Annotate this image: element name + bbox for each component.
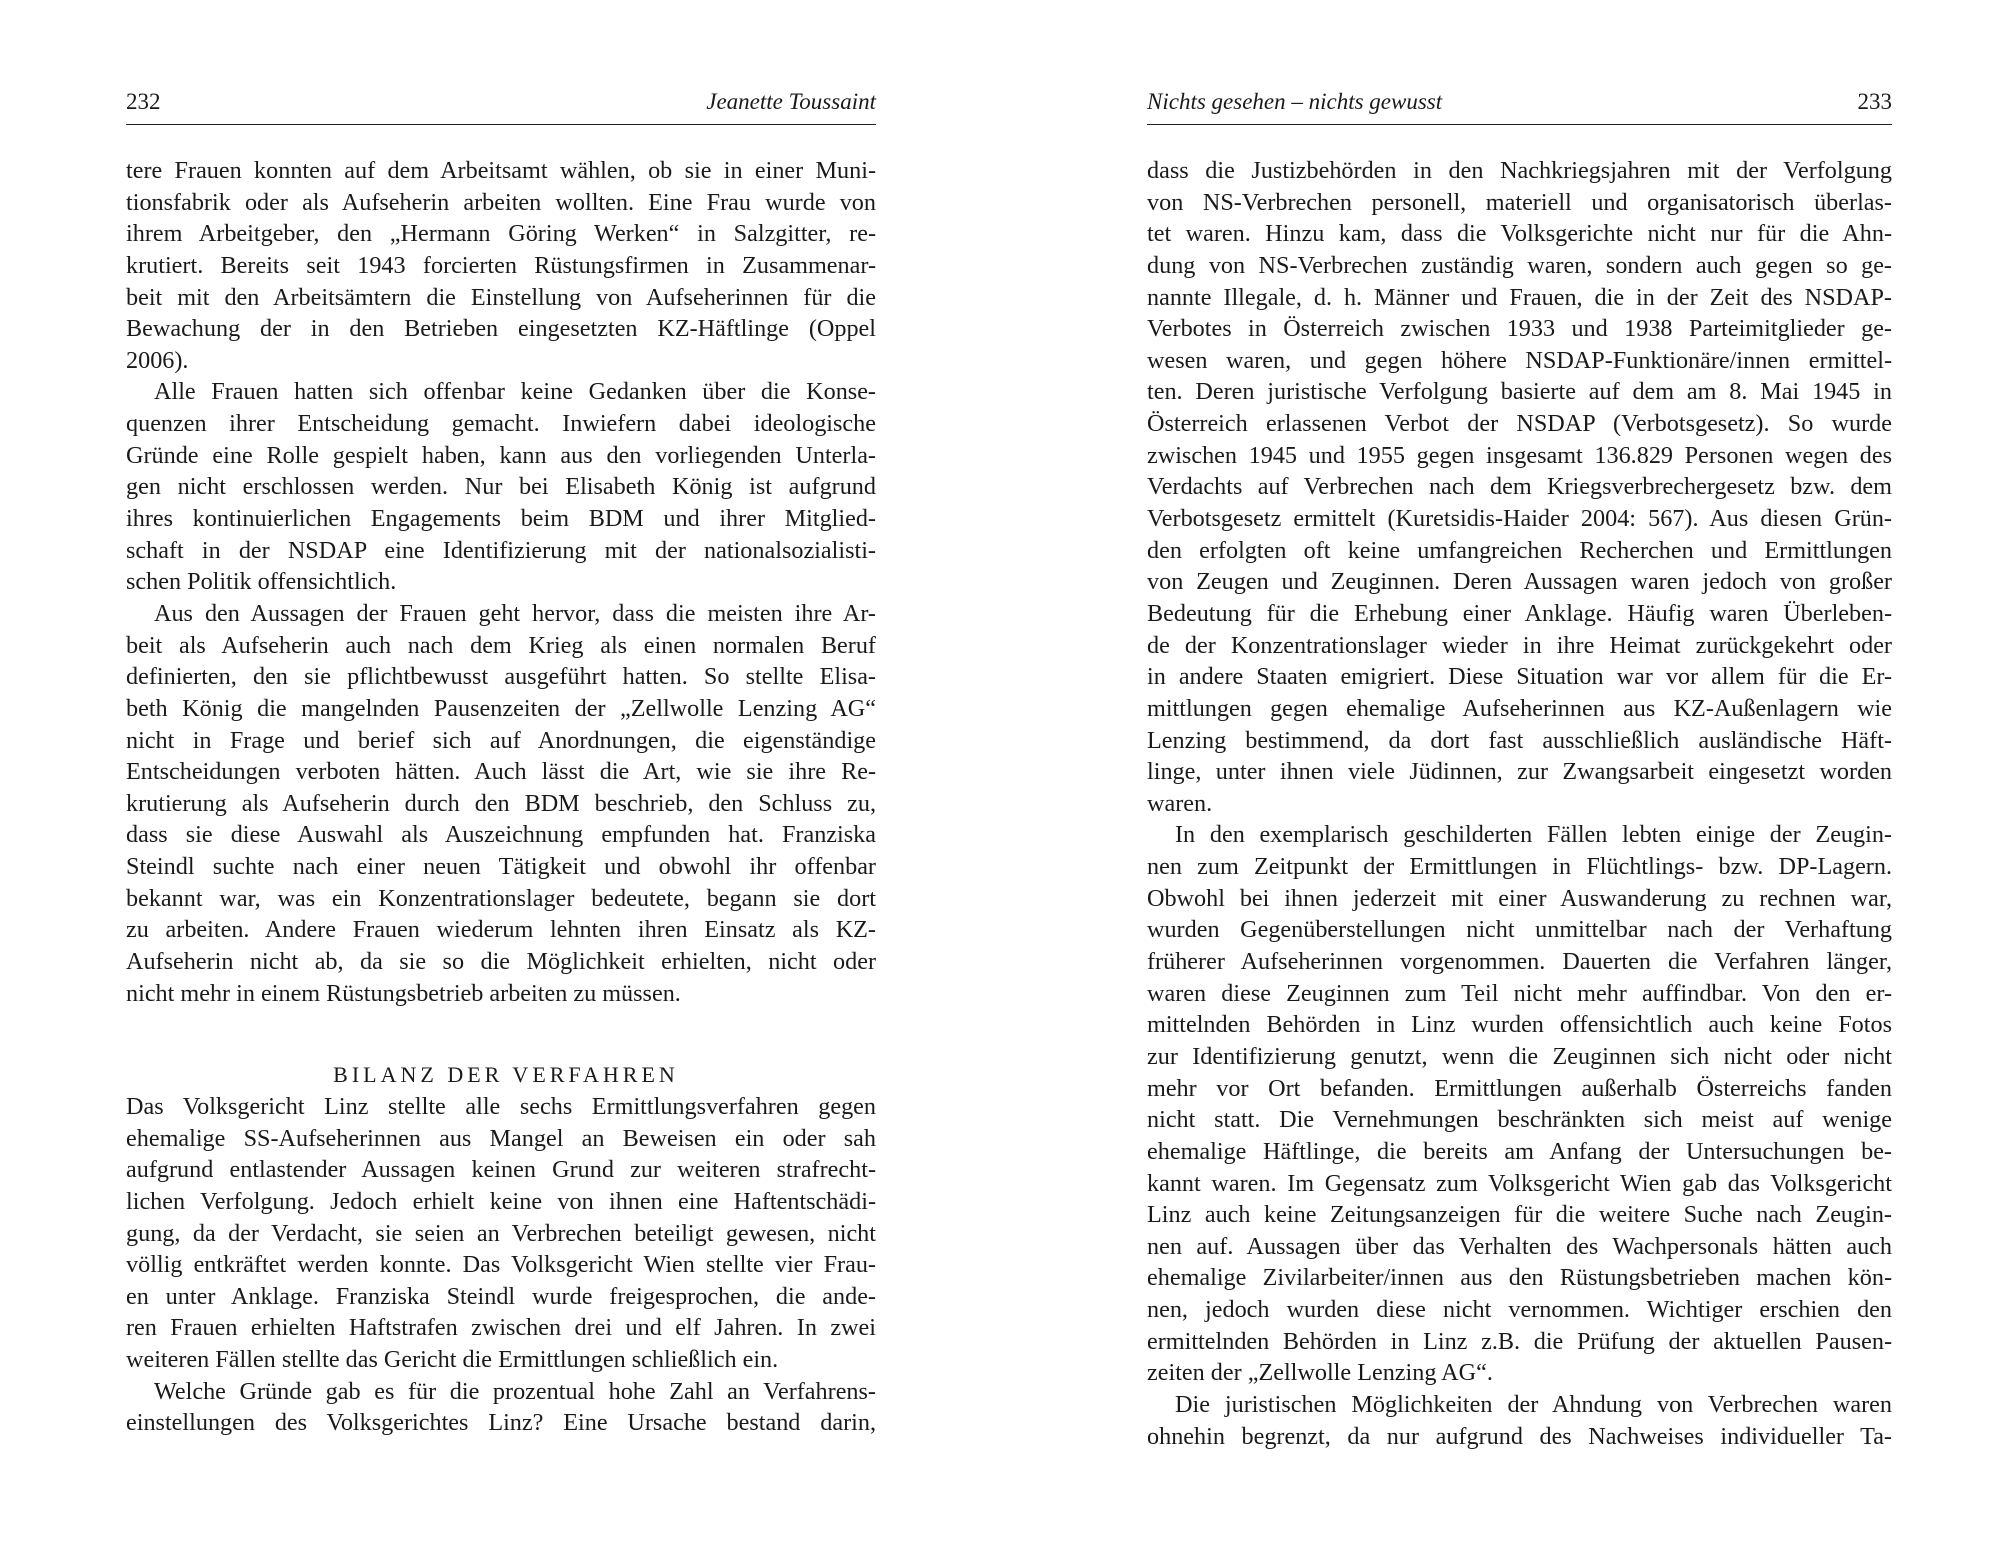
text-line: krutiert. Bereits seit 1943 forcierten Rüstungsfirmen in Zusammenar- <box>126 251 876 279</box>
text-line: nicht statt. Die Vernehmungen beschränkten sich meist auf wenige <box>1147 1106 1892 1134</box>
text-line: quenzen ihrer Entscheidung gemacht. Inwiefern dabei ideologische <box>126 410 876 438</box>
text-line: kannt waren. Im Gegensatz zum Volksgericht Wien gab das Volksgericht <box>1147 1169 1892 1197</box>
text-line: lichen Verfolgung. Jedoch erhielt keine von ihnen eine Haftentschädi- <box>126 1187 876 1215</box>
text-line: wurden Gegenüberstellungen nicht unmittelbar nach der Verhaftung <box>1147 916 1892 944</box>
text-line: gen nicht erschlossen werden. Nur bei Elisabeth König ist aufgrund <box>126 473 876 501</box>
page-body <box>126 155 876 1439</box>
text-line: Aus den Aussagen der Frauen geht hervor, dass die meisten ihre Ar- <box>154 599 876 627</box>
text-line: krutierung als Aufseherin durch den BDM beschrieb, den Schluss zu, <box>126 789 876 817</box>
header-rule <box>126 124 876 125</box>
text-line: einstellungen des Volksgerichtes Linz? Eine Ursache bestand darin, <box>126 1409 876 1437</box>
text-line: Welche Gründe gab es für die prozentual hohe Zahl an Verfahrens- <box>154 1377 876 1405</box>
text-line: ihres kontinuierlichen Engagements beim BDM und ihrer Mitglied- <box>126 505 876 533</box>
text-line: Steindl suchte nach einer neuen Tätigkeit und obwohl ihr offenbar <box>126 853 876 881</box>
text-line: Linz auch keine Zeitungsanzeigen für die weitere Suche nach Zeugin- <box>1147 1201 1892 1229</box>
text-line: ihrem Arbeitgeber, den „Hermann Göring Werken“ in Salzgitter, re- <box>126 220 876 248</box>
text-line: ten. Deren juristische Verfolgung basierte auf dem am 8. Mai 1945 in <box>1147 378 1892 406</box>
text-line: von Zeugen und Zeuginnen. Deren Aussagen waren jedoch von großer <box>1147 568 1892 596</box>
text-line: ehemalige Häftlinge, die bereits am Anfang der Untersuchungen be- <box>1147 1137 1892 1165</box>
text-line: tere Frauen konnten auf dem Arbeitsamt wählen, ob sie in einer Muni- <box>126 157 876 184</box>
text-line: Verbotsgesetz ermittelt (Kuretsidis-Haider 2004: 567). Aus diesen Grün- <box>1147 505 1892 533</box>
text-line: den erfolgten oft keine umfangreichen Recherchen und Ermittlungen <box>1147 536 1892 564</box>
text-line: ohnehin begrenzt, da nur aufgrund des Nachweises individueller Ta- <box>1147 1422 1892 1450</box>
text-line: zur Identifizierung genutzt, wenn die Zeuginnen sich nicht oder nicht <box>1147 1042 1892 1070</box>
text-line: beth König die mangelnden Pausenzeiten der „Zellwolle Lenzing AG“ <box>126 694 876 722</box>
text-line: beit mit den Arbeitsämtern die Einstellung von Aufseherinnen für die <box>126 283 876 311</box>
text-line: Lenzing bestimmend, da dort fast ausschließlich ausländische Häft- <box>1147 726 1892 754</box>
text-line: ermittelnden Behörden in Linz z.B. die Prüfung der aktuellen Pausen- <box>1147 1327 1892 1355</box>
text-line: weiteren Fällen stellte das Gericht die Ermittlungen schließlich ein. <box>126 1346 779 1374</box>
text-line: mittlungen gegen ehemalige Aufseherinnen aus KZ-Außenlagern wie <box>1147 694 1892 722</box>
text-line: tet waren. Hinzu kam, dass die Volksgerichte nicht nur für die Ahn- <box>1147 220 1892 248</box>
text-line: mehr vor Ort befanden. Ermittlungen außerhalb Österreichs fanden <box>1147 1074 1892 1102</box>
text-line: dass die Justizbehörden in den Nachkriegsjahren mit der Verfolgung <box>1147 157 1892 184</box>
page-number: 232 <box>126 89 161 114</box>
text-line: en unter Anklage. Franziska Steindl wurde freigesprochen, die ande- <box>126 1282 876 1310</box>
left-page <box>126 0 876 1558</box>
text-line: Obwohl bei ihnen jederzeit mit einer Auswanderung zu rechnen war, <box>1147 884 1892 912</box>
text-line: zwischen 1945 und 1955 gegen insgesamt 136.829 Personen wegen des <box>1147 441 1892 469</box>
text-line: nen, jedoch wurden diese nicht vernommen. Wichtiger erschien den <box>1147 1296 1892 1324</box>
text-line: von NS-Verbrechen personell, materiell und organisatorisch überlas- <box>1147 188 1892 216</box>
text-line: Das Volksgericht Linz stellte alle sechs Ermittlungsverfahren gegen <box>126 1092 876 1120</box>
running-head: Nichts gesehen – nichts gewusst <box>1147 89 1443 114</box>
text-line: Entscheidungen verboten hätten. Auch lässt die Art, wie sie ihre Re- <box>126 758 876 786</box>
text-line: Verbotes in Österreich zwischen 1933 und 1938 Parteimitglieder ge- <box>1147 315 1892 343</box>
text-line: Bedeutung für die Erhebung einer Anklage. Häufig waren Überleben- <box>1147 599 1892 627</box>
running-head: Jeanette Toussaint <box>706 89 876 114</box>
section-heading: BILANZ DER VERFAHREN <box>333 1062 679 1088</box>
text-line: nannte Illegale, d. h. Männer und Frauen, die in der Zeit des NSDAP- <box>1147 283 1892 311</box>
text-line: In den exemplarisch geschilderten Fällen lebten einige der Zeugin- <box>1175 821 1892 849</box>
text-line: ren Frauen erhielten Haftstrafen zwischen drei und elf Jahren. In zwei <box>126 1314 876 1342</box>
text-line: nicht mehr in einem Rüstungsbetrieb arbeiten zu müssen. <box>126 979 681 1007</box>
text-line: 2006). <box>126 346 189 374</box>
text-line: waren diese Zeuginnen zum Teil nicht mehr auffindbar. Von den er- <box>1147 979 1892 1007</box>
page-body <box>1147 155 1892 1452</box>
text-line: tionsfabrik oder als Aufseherin arbeiten wollten. Eine Frau wurde von <box>126 188 876 216</box>
text-line: de der Konzentrationslager wieder in ihre Heimat zurückgekehrt oder <box>1147 631 1892 659</box>
text-line: Bewachung der in den Betrieben eingesetzten KZ-Häftlinge (Oppel <box>126 315 876 343</box>
text-line: ehemalige SS-Aufseherinnen aus Mangel an Beweisen ein oder sah <box>126 1124 876 1152</box>
text-line: Die juristischen Möglichkeiten der Ahndung von Verbrechen waren <box>1175 1390 1892 1418</box>
text-line: nicht in Frage und berief sich auf Anordnungen, die eigenständige <box>126 726 876 754</box>
text-line: dung von NS-Verbrechen zuständig waren, sondern auch gegen so ge- <box>1147 251 1892 279</box>
text-line: zeiten der „Zellwolle Lenzing AG“. <box>1147 1359 1493 1387</box>
text-line: zu arbeiten. Andere Frauen wiederum lehnten ihren Einsatz als KZ- <box>126 916 876 944</box>
text-line: definierten, den sie pflichtbewusst ausgeführt hatten. So stellte Elisa- <box>126 663 876 691</box>
text-line: wesen waren, und gegen höhere NSDAP-Funktionäre/innen ermittel- <box>1147 346 1892 374</box>
text-line: nen zum Zeitpunkt der Ermittlungen in Flüchtlings- bzw. DP-Lagern. <box>1147 853 1892 881</box>
text-line: völlig entkräftet werden konnte. Das Volksgericht Wien stellte vier Frau- <box>126 1251 876 1279</box>
text-line: Aufseherin nicht ab, da sie so die Möglichkeit erhielten, nicht oder <box>126 948 876 976</box>
text-line: schen Politik offensichtlich. <box>126 568 397 596</box>
text-line: gung, da der Verdacht, sie seien an Verbrechen beteiligt gewesen, nicht <box>126 1219 876 1247</box>
text-line: in andere Staaten emigriert. Diese Situation war vor allem für die Er- <box>1147 663 1892 691</box>
page-number: 233 <box>1857 89 1892 114</box>
text-line: aufgrund entlastender Aussagen keinen Grund zur weiteren strafrecht- <box>126 1156 876 1184</box>
page-header <box>126 84 876 120</box>
text-line: Gründe eine Rolle gespielt haben, kann aus den vorliegenden Unterla- <box>126 441 876 469</box>
right-page <box>1147 0 1892 1558</box>
text-line: Österreich erlassenen Verbot der NSDAP (Verbotsgesetz). So wurde <box>1147 410 1892 438</box>
text-line: bekannt war, was ein Konzentrationslager bedeutete, begann sie dort <box>126 884 876 912</box>
text-line: früherer Aufseherinnen vorgenommen. Dauerten die Verfahren länger, <box>1147 948 1892 976</box>
text-line: linge, unter ihnen viele Jüdinnen, zur Zwangsarbeit eingesetzt worden <box>1147 758 1892 786</box>
text-line: ehemalige Zivilarbeiter/innen aus den Rüstungsbetrieben machen kön- <box>1147 1264 1892 1292</box>
text-line: schaft in der NSDAP eine Identifizierung mit der nationalsozialisti- <box>126 536 876 564</box>
text-line: nen auf. Aussagen über das Verhalten des Wachpersonals hätten auch <box>1147 1232 1892 1260</box>
header-rule <box>1147 124 1892 125</box>
text-line: dass sie diese Auswahl als Auszeichnung empfunden hat. Franziska <box>126 821 876 849</box>
text-line: Alle Frauen hatten sich offenbar keine Gedanken über die Konse- <box>154 378 876 406</box>
text-line: Verdachts auf Verbrechen nach dem Kriegsverbrechergesetz bzw. dem <box>1147 473 1892 501</box>
text-line: beit als Aufseherin auch nach dem Krieg als einen normalen Beruf <box>126 631 876 659</box>
text-line: waren. <box>1147 789 1213 817</box>
text-line: mittelnden Behörden in Linz wurden offensichtlich auch keine Fotos <box>1147 1011 1892 1039</box>
page-header <box>1147 84 1892 120</box>
